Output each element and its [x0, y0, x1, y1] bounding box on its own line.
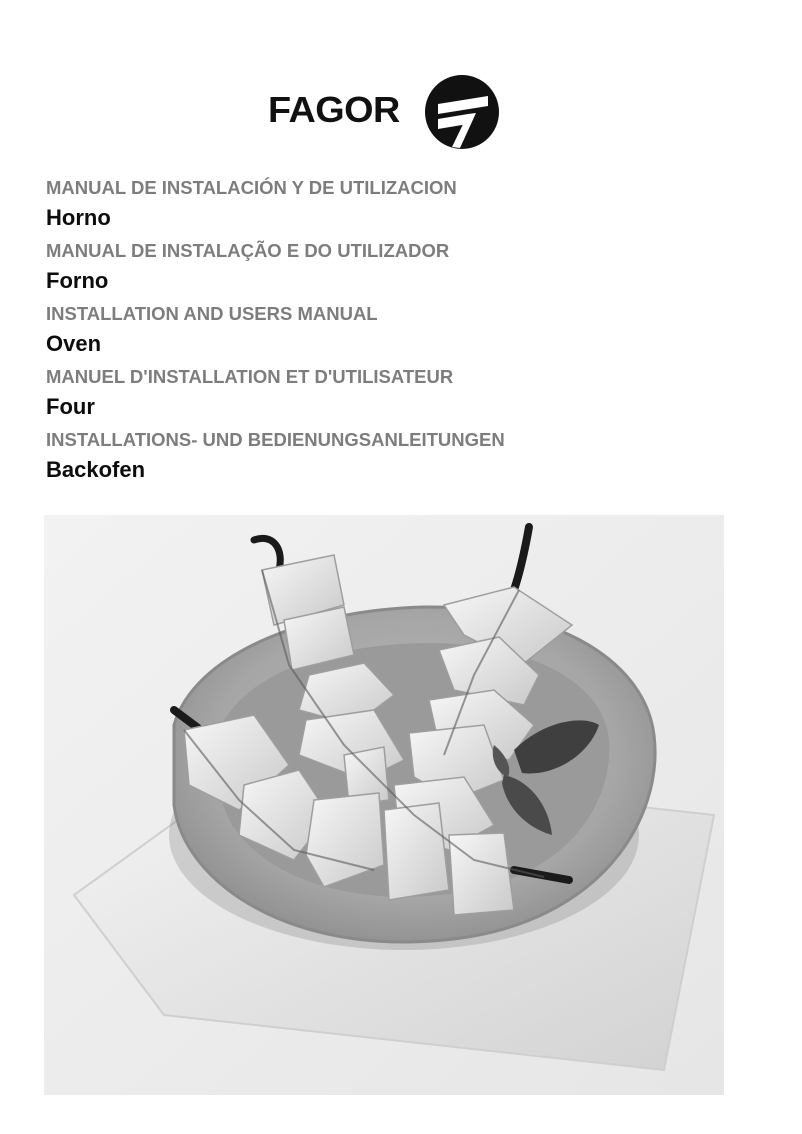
product-name: Four — [46, 394, 95, 419]
brand-logo — [268, 70, 508, 150]
manual-heading: MANUAL DE INSTALACIÓN Y DE UTILIZACION — [46, 177, 457, 198]
product-name: Backofen — [46, 457, 146, 482]
manual-heading: MANUAL DE INSTALAÇÃO E DO UTILIZADOR — [46, 240, 450, 261]
manual-heading: MANUEL D'INSTALLATION ET D'UTILISATEUR — [46, 366, 454, 387]
title-entry-de — [46, 427, 746, 490]
title-entry-fr — [46, 364, 746, 427]
title-entry-en — [46, 301, 746, 364]
product-name: Horno — [46, 205, 111, 230]
product-name: Forno — [46, 268, 109, 293]
title-entry-pt — [46, 238, 746, 301]
cover-photo-fruit-skewers — [44, 515, 724, 1095]
manual-heading: INSTALLATIONS- UND BEDIENUNGSANLEITUNGEN — [46, 429, 505, 450]
title-entry-es — [46, 175, 746, 238]
brand-name: FAGOR — [268, 89, 400, 130]
manual-heading: INSTALLATION AND USERS MANUAL — [46, 303, 378, 324]
fagor-f-emblem-icon — [424, 74, 500, 150]
manual-title-list — [46, 175, 746, 490]
product-name: Oven — [46, 331, 102, 356]
